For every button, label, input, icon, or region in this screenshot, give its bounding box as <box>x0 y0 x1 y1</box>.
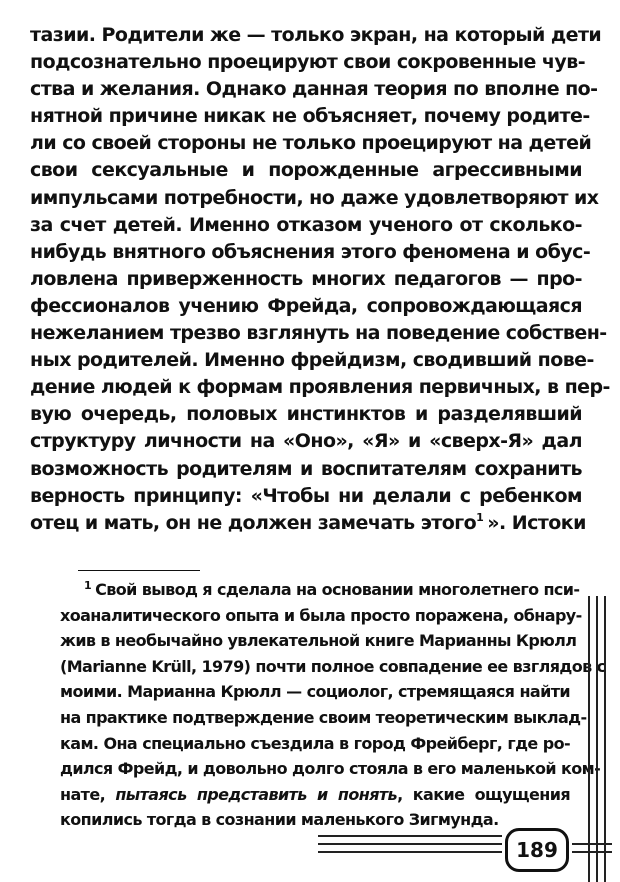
page-number: 189 <box>505 828 569 872</box>
text-line: дение людей к формам проявления первичных, в пер- <box>30 376 610 399</box>
decorative-vertical-rule <box>596 596 598 882</box>
text-fragment: Свой вывод я сделала на основании многолетнего пси- <box>95 580 580 599</box>
text-fragment: , какие ощущения <box>397 784 570 804</box>
decorative-horizontal-rule <box>318 851 502 853</box>
footnote-separator <box>78 570 200 571</box>
text-line: подсознательно проецируют свои сокровенные чув- <box>30 51 586 74</box>
decorative-horizontal-rule <box>572 843 612 845</box>
footnote-block <box>60 577 606 833</box>
decorative-horizontal-rule <box>318 843 502 845</box>
decorative-vertical-rule <box>588 596 590 882</box>
footnote-line: на практике подтверждение своим теоретическим выклад- <box>60 707 587 727</box>
footnote-line: жив в необычайно увлекательной книге Марианны Крюлл <box>60 631 577 651</box>
text-line: вую очередь, половых инстинктов и разделявший <box>30 403 582 426</box>
text-fragment: отец и мать, он не должен замечать этого <box>30 511 477 534</box>
footnote-line-italic <box>60 782 570 808</box>
text-line: за счет детей. Именно отказом ученого от сколько- <box>30 213 582 236</box>
text-line: фессионалов учению Фрейда, сопровождающаяся <box>30 294 582 317</box>
text-line: свои сексуальные и порожденные агрессивными <box>30 159 582 182</box>
text-line: ловлена приверженность многих педагогов — про- <box>30 267 582 290</box>
text-line: импульсами потребности, но даже удовлетворяют их <box>30 186 599 209</box>
footnote-line: дился Фрейд, и довольно долго стояла в его маленькой ком- <box>60 759 601 779</box>
text-line-with-footnote-ref <box>30 510 586 537</box>
decorative-horizontal-rule <box>318 835 502 837</box>
text-line: ных родителей. Именно фрейдизм, сводивший пове- <box>30 349 594 372</box>
text-line: верность принципу: «Чтобы ни делали с ребенком <box>30 484 582 507</box>
footnote-line <box>60 577 580 603</box>
decorative-horizontal-rule <box>572 851 612 853</box>
decorative-vertical-rule <box>604 596 606 882</box>
footnote-line: хоаналитического опыта и была просто поражена, обнару- <box>60 605 582 625</box>
italic-phrase: пытаясь представить и понять <box>115 784 398 804</box>
text-line: нятной причине никак не объясняет, почему родите- <box>30 105 590 128</box>
text-line: структуру личности на «Оно», «Я» и «сверх-Я» дал <box>30 430 582 453</box>
footnote-line: моими. Марианна Крюлл — социолог, стремящаяся найти <box>60 682 570 702</box>
text-fragment: нате, <box>60 784 116 804</box>
text-line: тазии. Родители же — только экран, на который дети <box>30 24 602 46</box>
footnote-line: кам. Она специально съездила в город Фрейберг, где ро- <box>60 733 570 753</box>
footnote-reference: 1 <box>476 511 484 525</box>
text-fragment: ». Истоки <box>487 511 586 534</box>
text-line: ли со своей стороны не только проецируют на детей <box>30 132 592 155</box>
text-line: возможность родителям и воспитателям сохранить <box>30 457 582 480</box>
footnote-line: (Marianne Krüll, 1979) почти полное совпадение ее взглядов с <box>60 656 606 676</box>
text-line: нежеланием трезво взглянуть на поведение собствен- <box>30 322 607 345</box>
footnote-marker: 1 <box>84 578 92 592</box>
text-line: нибудь внятного объяснения этого феномена и обус- <box>30 240 591 263</box>
text-line: ства и желания. Однако данная теория по вполне по- <box>30 78 598 101</box>
main-text-block <box>30 22 610 537</box>
footnote-line: копились тогда в сознании маленького Зигмунда. <box>60 810 499 830</box>
